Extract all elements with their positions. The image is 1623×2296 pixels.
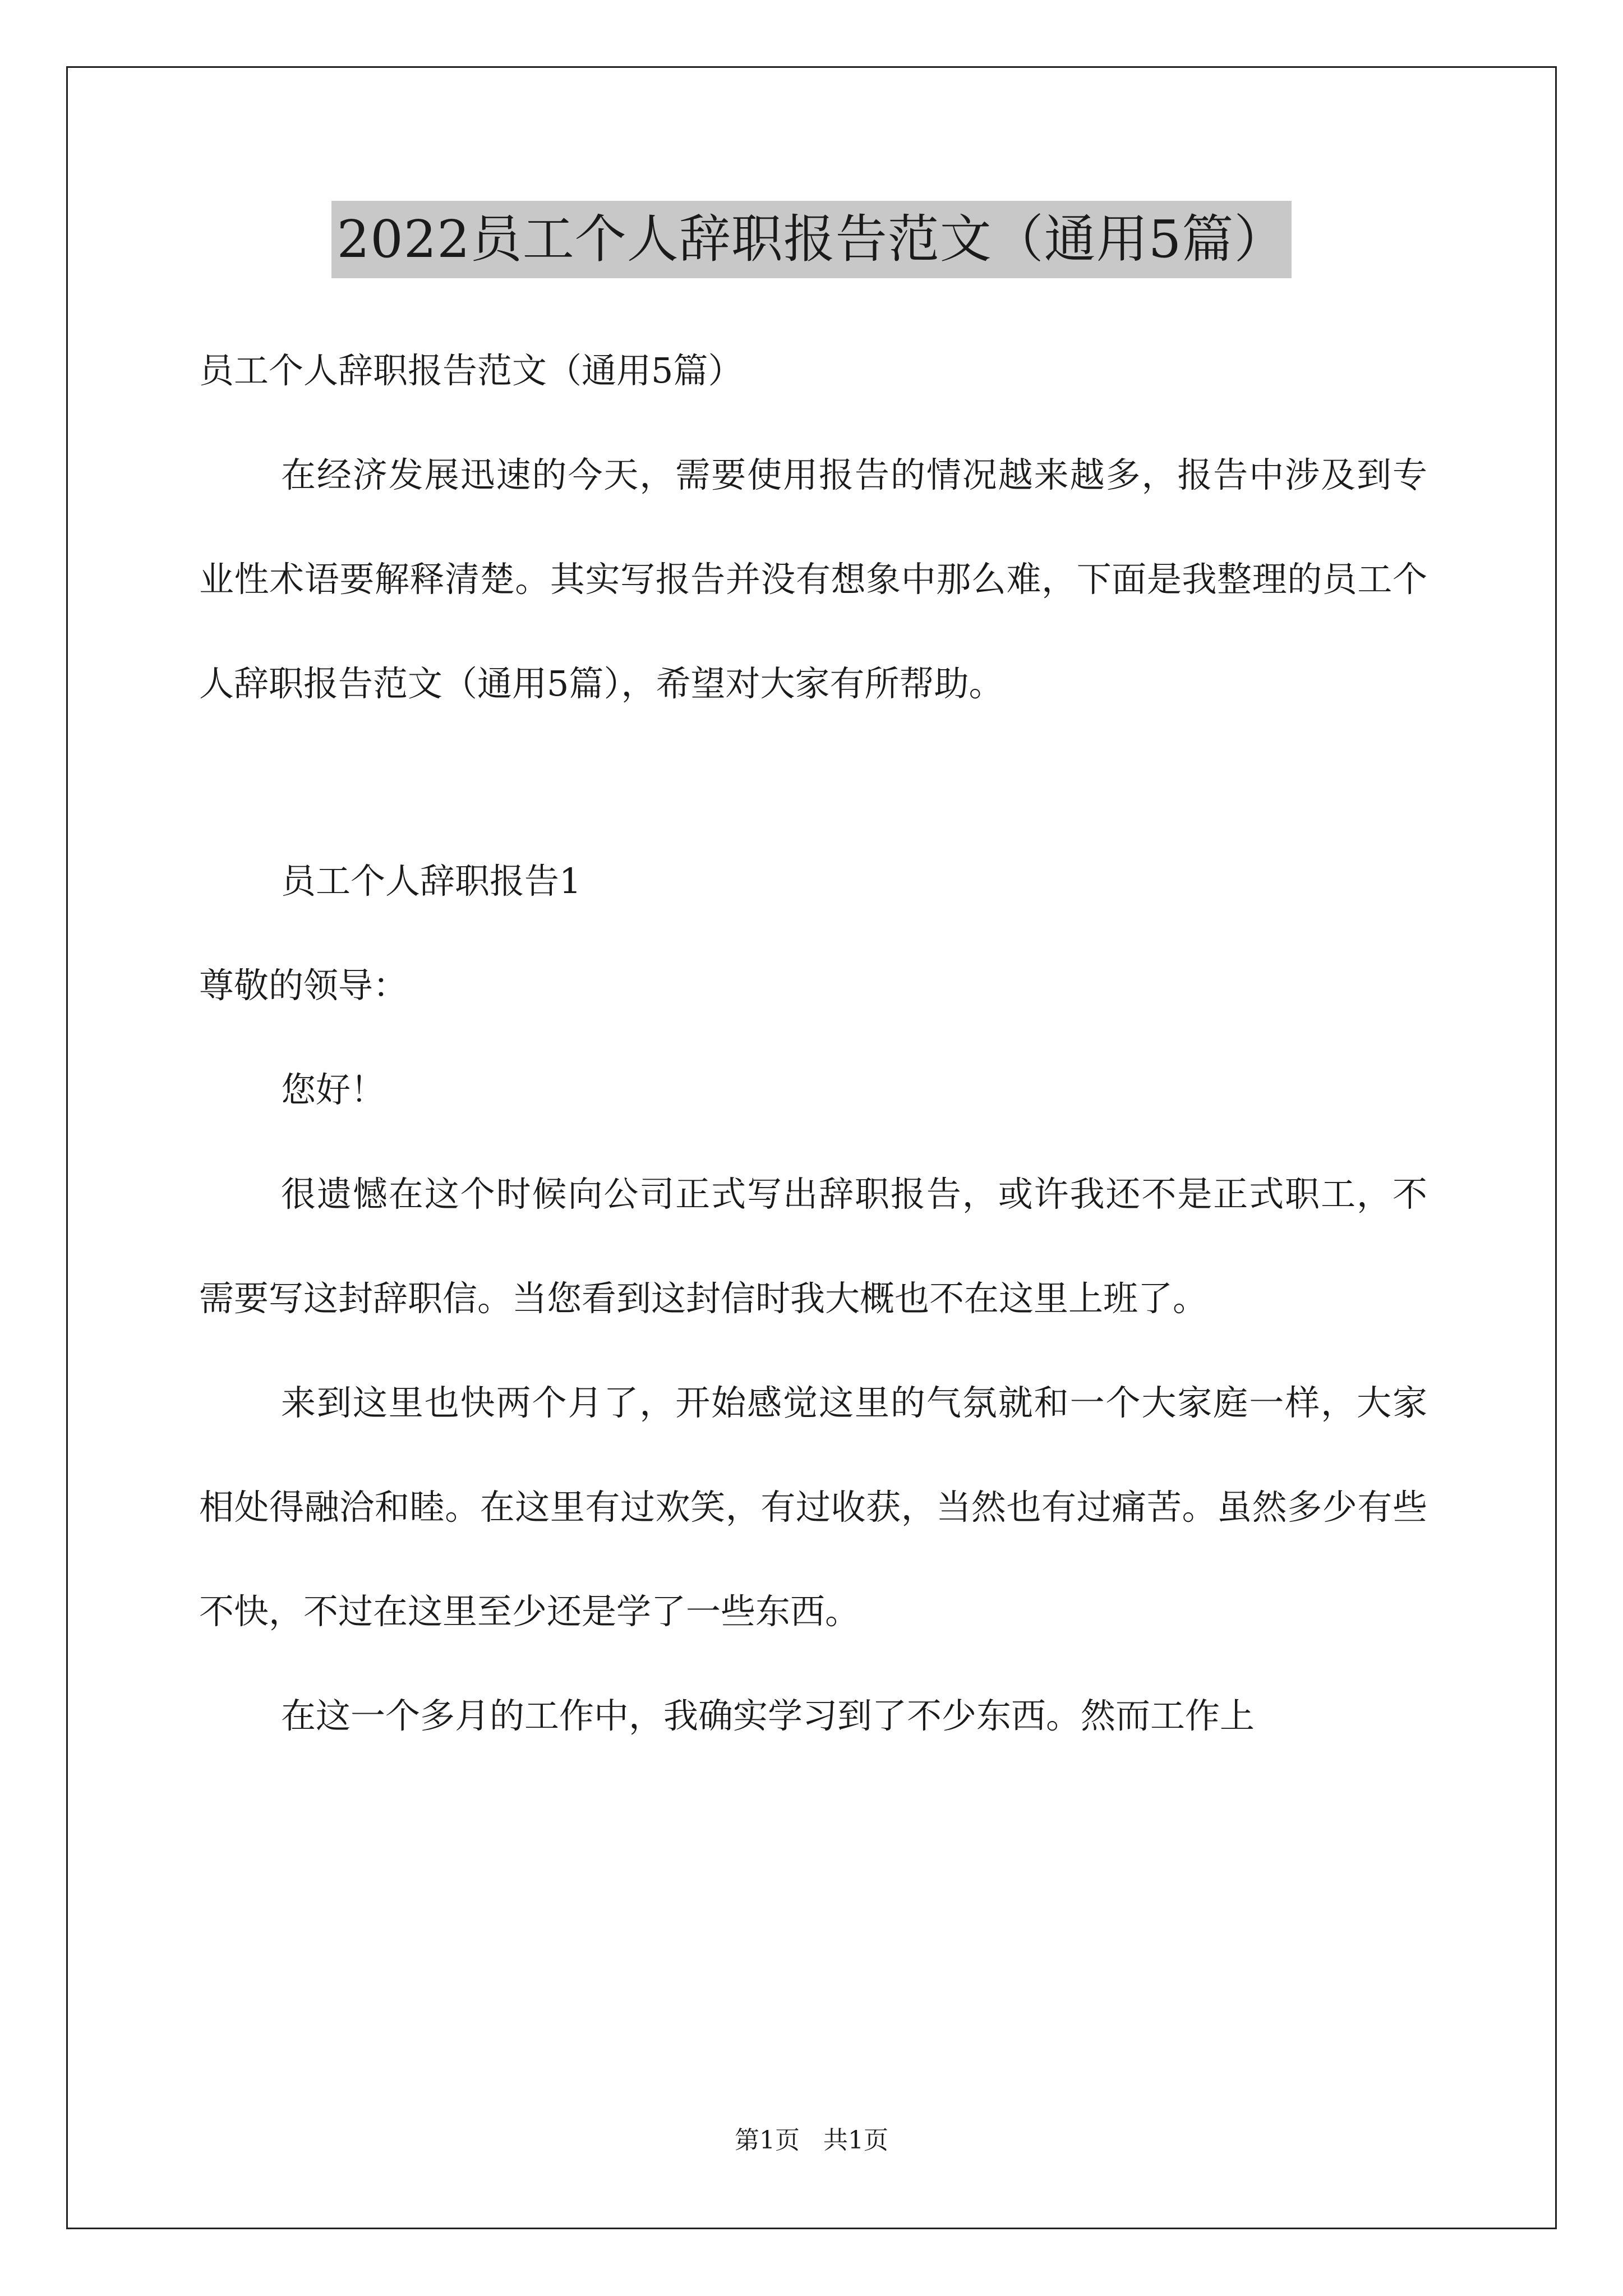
section-spacer [199,736,1427,829]
section-heading: 员工个人辞职报告1 [281,861,582,901]
subtitle: 员工个人辞职报告范文（通用5篇） [199,350,743,391]
salutation: 尊敬的领导： [199,965,408,1006]
document-title: 2022员工个人辞职报告范文（通用5篇） [331,201,1292,278]
page-footer: 第1页 共1页 [735,2126,888,2155]
body-paragraph: 很遗憾在这个时候向公司正式写出辞职报告，或许我还不是正式职工，不需要写这封辞职信。当您看到这封信时我大概也不在这里上班了。 [199,1174,1427,1319]
intro-paragraph: 在经济发展迅速的今天，需要使用报告的情况越来越多，报告中涉及到专业性术语要解释清楚。其实写报告并没有想象中那么难，下面是我整理的员工个人辞职报告范文（通用5篇），希望对大家有所帮助。 [199,454,1427,704]
title-container [0,201,1623,278]
greeting: 您好！ [281,1069,386,1110]
body-paragraph: 在这一个多月的工作中，我确实学习到了不少东西。然而工作上 [281,1695,1255,1736]
body-paragraph: 来到这里也快两个月了，开始感觉这里的气氛就和一个大家庭一样，大家相处得融洽和睦。在这里有过欢笑，有过收获，当然也有过痛苦。虽然多少有些不快，不过在这里至少还是学了一些东西。 [199,1382,1427,1632]
document-body [199,319,1427,1768]
